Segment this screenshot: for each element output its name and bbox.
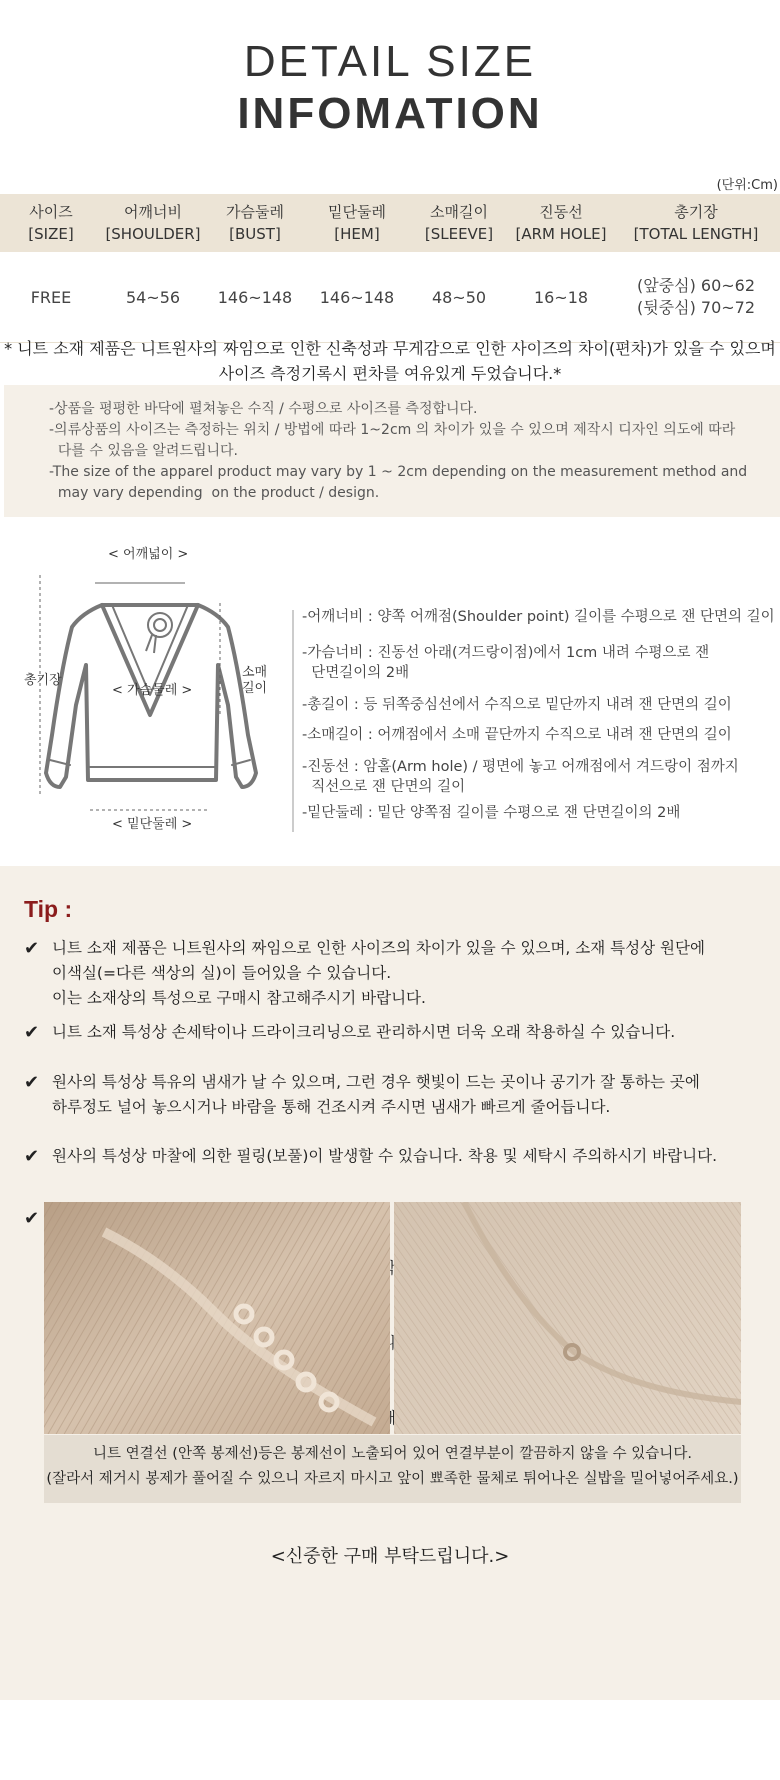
definition-line: -어깨너비 : 양쪽 어깨점(Shoulder point) 길이를 수평으로 잰 단면의 길이 (302, 609, 775, 625)
col-sleeve: 소매길이 [SLEEVE] (408, 194, 510, 252)
col-size: 사이즈 [SIZE] (0, 194, 102, 252)
info-line: -The size of the apparel product may vary by 1 ~ 2cm depending on the measurement method and (49, 464, 748, 480)
col-bust: 가슴둘레 [BUST] (204, 194, 306, 252)
definition-line: 단면길이의 2배 (302, 665, 410, 681)
check-icon: ✔ (24, 1146, 40, 1167)
cell-armhole: 16~18 (510, 252, 612, 343)
diagram-label-sleeve: 소매 길이 (242, 665, 268, 696)
cell-shoulder: 54~56 (102, 252, 204, 343)
header-title-line1: DETAIL SIZE (243, 37, 537, 86)
measurement-info-box (4, 385, 780, 517)
size-table (0, 194, 780, 343)
knit-seam-photo-left (44, 1202, 390, 1434)
knit-size-note: * 니트 소재 제품은 니트원사의 짜임으로 인한 신축성과 무게감으로 인한 사이즈의 차이(편차)가 있을 수 있으며 사이즈 측정기록시 편차를 여유있게 두었습니다.* (4, 339, 776, 383)
diagram-label-hem: < 밑단둘레 > (112, 817, 193, 832)
photo-caption: 니트 연결선 (안쪽 봉제선)등은 봉제선이 노출되어 있어 연결부분이 깔끔하지 않을 수 있습니다. (잘라서 제거시 봉제가 풀어질 수 있으니 자르지 마시고 앞이 뾰족한 물체로 튀어나온 실밥을 밀어넣어주세요.) (44, 1435, 741, 1503)
measurement-diagram (20, 547, 270, 835)
check-icon: ✔ (24, 1208, 40, 1229)
definition-line: -밑단둘레 : 밑단 양쪽점 길이를 수평으로 잰 단면길이의 2배 (302, 805, 681, 821)
check-icon: ✔ (24, 1022, 40, 1043)
closing-message: <신중한 구매 부탁드립니다.> (270, 1546, 510, 1567)
definition-line: -가슴너비 : 진동선 아래(겨드랑이점)에서 1cm 내려 수평으로 잰 (302, 645, 710, 661)
divider (292, 610, 294, 832)
col-shoulder: 어깨너비 [SHOULDER] (102, 194, 204, 252)
tip-item: ✔ 원사의 특성상 특유의 냄새가 날 수 있으며, 그런 경우 햇빛이 드는 곳이나 공기가 잘 통하는 곳에 하루정도 널어 놓으시거나 바람을 통해 건조시켜 주시면 냄새가 빠르게 줄어듭니다. (24, 1072, 700, 1116)
col-armhole: 진동선 [ARM HOLE] (510, 194, 612, 252)
cell-bust: 146~148 (204, 252, 306, 343)
knit-seam-photo-right (394, 1202, 741, 1434)
tip-item: ✔ 니트 소재 특성상 손세탁이나 드라이크리닝으로 관리하시면 더욱 오래 착용하실 수 있습니다. (24, 1022, 676, 1043)
col-length: 총기장 [TOTAL LENGTH] (612, 194, 780, 252)
col-hem: 밑단둘레 [HEM] (306, 194, 408, 252)
unit-label: (단위:Cm) (716, 178, 778, 193)
cell-hem: 146~148 (306, 252, 408, 343)
check-icon: ✔ (24, 1072, 40, 1093)
tip-item: ✔ 니트 소재 제품은 니트원사의 짜임으로 인한 사이즈의 차이가 있을 수 있으며, 소재 특성상 원단에 이색실(=다른 색상의 실)이 들어있을 수 있습니다. 이는 소재상의 특성으로 구매시 참고해주시기 바랍니다. (24, 938, 705, 1007)
definition-line: 직선으로 잰 단면의 길이 (302, 779, 466, 795)
info-line: 다를 수 있음을 알려드립니다. (49, 443, 238, 459)
info-line: -상품을 평평한 바닥에 펼쳐놓은 수직 / 수평으로 사이즈를 측정합니다. (49, 401, 478, 417)
diagram-label-bust: < 가슴둘레 > (112, 683, 193, 698)
page-header (0, 36, 780, 140)
diagram-label-shoulder: < 어깨넓이 > (108, 547, 189, 562)
info-line: may vary depending on the product / design. (49, 485, 380, 501)
tip-title: Tip : (24, 896, 73, 922)
tip-item: ✔ 원사의 특성상 마찰에 의한 필링(보풀)이 발생할 수 있습니다. 착용 및 세탁시 주의하시기 바랍니다. (24, 1146, 718, 1167)
cell-sleeve: 48~50 (408, 252, 510, 343)
cell-size: FREE (0, 252, 102, 343)
diagram-label-length: 총기장 (24, 673, 62, 688)
cell-length: (앞중심) 60~62 (뒷중심) 70~72 (612, 252, 780, 343)
table-header-row (0, 194, 780, 252)
header-title-line2: INFOMATION (237, 89, 543, 138)
check-icon: ✔ (24, 938, 40, 959)
definition-line: -진동선 : 암홀(Arm hole) / 평면에 놓고 어깨점에서 겨드랑이 점까지 (302, 759, 739, 775)
table-row (0, 252, 780, 343)
info-line: -의류상품의 사이즈는 측정하는 위치 / 방법에 따라 1~2cm 의 차이가 있을 수 있으며 제작시 디자인 의도에 따라 (49, 422, 736, 438)
tip-panel (0, 866, 780, 1700)
definition-line: -총길이 : 등 뒤쪽중심선에서 수직으로 밑단까지 내려 잰 단면의 길이 (302, 697, 732, 713)
definition-line: -소매길이 : 어깨점에서 소매 끝단까지 수직으로 내려 잰 단면의 길이 (302, 727, 732, 743)
